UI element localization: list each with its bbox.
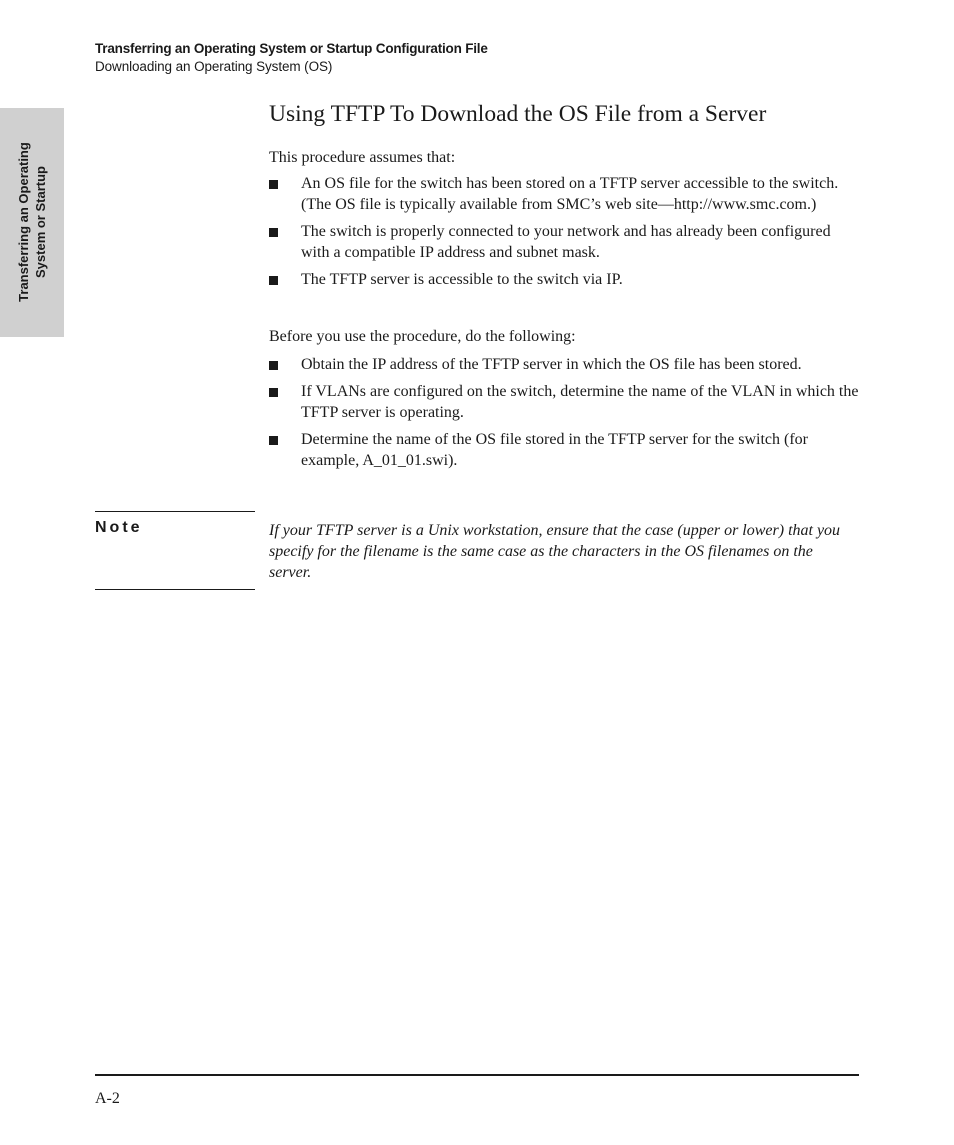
list-item — [269, 173, 859, 215]
note-text: If your TFTP server is a Unix workstation, ensure that the case (upper or lower) that you specify for the filename is the same case as the characters in the OS filenames on the server. — [269, 522, 841, 581]
prerequisites-list — [269, 354, 859, 477]
bullet-icon — [269, 388, 278, 397]
list-item-text: An OS file for the switch has been stored on a TFTP server accessible to the switch. (The OS file is typically available from SMC’s web site—http://www.smc.com.) — [301, 175, 839, 213]
side-tab-line-1: Transferring an Operating — [16, 142, 31, 302]
assumptions-list — [269, 173, 859, 296]
chapter-side-tab — [0, 108, 64, 337]
list-item-text: The switch is properly connected to your network and has already been configured with a compatible IP address and subnet mask. — [301, 223, 831, 261]
list-item — [269, 269, 859, 290]
bullet-icon — [269, 276, 278, 285]
assumptions-intro: This procedure assumes that: — [269, 149, 456, 166]
list-item — [269, 381, 859, 423]
note-top-rule — [95, 511, 255, 512]
note-label: Note — [95, 519, 143, 536]
list-item — [269, 354, 859, 375]
bullet-icon — [269, 361, 278, 370]
list-item — [269, 221, 859, 263]
footer-rule — [95, 1074, 859, 1076]
list-item — [269, 429, 859, 471]
list-item-text: Determine the name of the OS file stored in the TFTP server for the switch (for example, A_01_01.swi). — [301, 431, 808, 469]
bullet-icon — [269, 180, 278, 189]
bullet-icon — [269, 436, 278, 445]
bullet-icon — [269, 228, 278, 237]
running-header-title: Transferring an Operating System or Startup Configuration File — [95, 41, 488, 56]
note-bottom-rule — [95, 589, 255, 590]
side-tab-line-2: System or Startup — [33, 166, 48, 278]
running-header-subtitle: Downloading an Operating System (OS) — [95, 59, 333, 74]
page-number: A-2 — [95, 1090, 120, 1107]
list-item-text: The TFTP server is accessible to the switch via IP. — [301, 271, 623, 288]
section-title: Using TFTP To Download the OS File from a Server — [269, 101, 767, 127]
chapter-side-tab-label — [15, 108, 49, 337]
steps-intro: Before you use the procedure, do the following: — [269, 328, 576, 345]
list-item-text: Obtain the IP address of the TFTP server in which the OS file has been stored. — [301, 356, 802, 373]
list-item-text: If VLANs are configured on the switch, determine the name of the VLAN in which the TFTP server is operating. — [301, 383, 859, 421]
